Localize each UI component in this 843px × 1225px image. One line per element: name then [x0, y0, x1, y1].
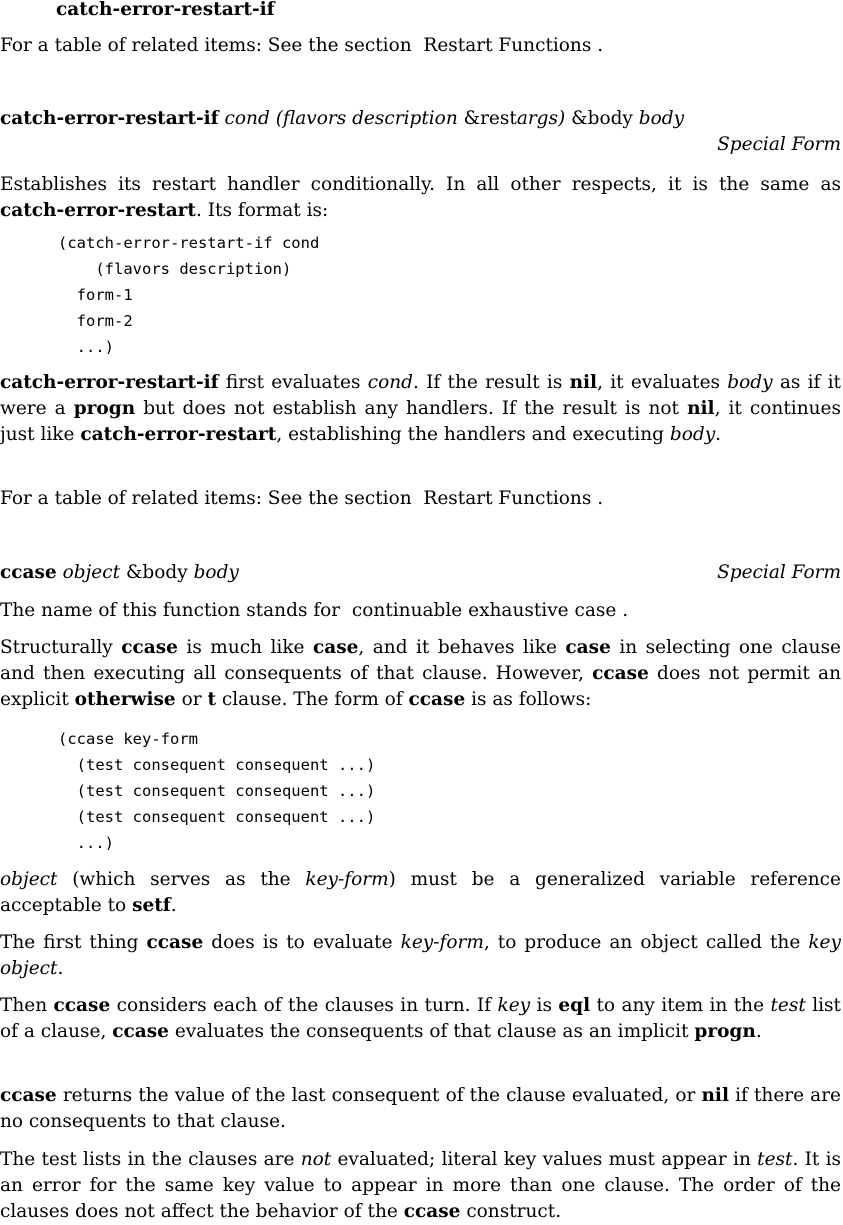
entry1-arg-args: args) — [516, 108, 566, 129]
code-line: (catch-error-restart-if cond — [58, 234, 320, 252]
entry2-name-meaning: The name of this function stands for continuable exhaustive case . — [0, 600, 629, 621]
entry2-returns-paragraph: ccase returns the value of the last consequent of the clause evaluated, or nil if there are no consequents to that clause. — [0, 1085, 841, 1132]
entry2-arg-object: object — [62, 562, 121, 583]
entry2-code-block — [58, 726, 818, 856]
code-line: (ccase key-form — [58, 730, 198, 748]
entry2-signature — [0, 560, 841, 586]
code-line: ...) — [58, 338, 114, 356]
see-also-2: For a table of related items: See the section Restart Functions . — [0, 488, 604, 509]
entry2-structure-paragraph: Structurally ccase is much like case, and it behaves like case in selecting one clause and then executing all consequents of that clause. However, ccase does not permit an explicit otherwise or t clause. The form of ccase is as follows: — [0, 637, 842, 710]
top-heading: catch-error-restart-if — [56, 0, 275, 20]
see-also-1-link[interactable]: Restart Functions — [423, 35, 592, 56]
entry1-arg-list: (flavors description — [275, 108, 458, 129]
code-line: (flavors description) — [58, 260, 292, 278]
code-line: form-1 — [58, 286, 133, 304]
code-line: form-2 — [58, 312, 133, 330]
code-line: (test consequent consequent ...) — [58, 756, 376, 774]
code-line: (test consequent consequent ...) — [58, 808, 376, 826]
entry1-paragraph: catch-error-restart-if first evaluates cond. If the result is nil, it evaluates body as if it were a progn but does not establish any handlers. If the result is not nil, it continues just like catch-error-restart, establishing the handlers and executing body. — [0, 372, 841, 445]
entry1-code-block — [58, 230, 818, 360]
entry1-signature — [0, 106, 841, 132]
code-line: (test consequent consequent ...) — [58, 782, 376, 800]
entry1-body-keyword: &body — [571, 108, 633, 129]
see-also-2-link[interactable]: Restart Functions — [423, 488, 592, 509]
code-line: ...) — [58, 834, 114, 852]
entry2-object-paragraph: object (which serves as the key-form) must be a generalized variable reference acceptable to setf. — [0, 869, 841, 916]
see-also-1: For a table of related items: See the section Restart Functions . — [0, 35, 604, 56]
entry2-arg-body: body — [193, 562, 239, 583]
entry1-name: catch-error-restart-if — [0, 108, 219, 129]
entry1-arg-cond: cond — [224, 108, 270, 129]
entry1-description: Establishes its restart handler conditionally. In all other respects, it is the same as catch-error-restart. Its format is: — [0, 174, 841, 221]
entry2-name: ccase — [0, 562, 57, 583]
entry2-body-keyword: &body — [125, 562, 188, 583]
entry2-test-paragraph: The test lists in the clauses are not evaluated; literal key values must appear in test. It is an error for the same key value to appear in more than one clause. The order of the clauses does not affect the behavior of the ccase construct. — [0, 1149, 841, 1222]
entry2-first-paragraph: The first thing ccase does is to evaluate key-form, to produce an object called the key object. — [0, 932, 841, 979]
entry1-kind: Special Form — [717, 134, 841, 155]
entry1-arg-body: body — [638, 108, 685, 129]
entry2-kind: Special Form — [717, 562, 841, 583]
entry2-then-paragraph: Then ccase considers each of the clauses in turn. If key is eql to any item in the test list of a clause, ccase evaluates the consequents of that clause as an implicit progn. — [0, 995, 841, 1042]
entry1-rest-keyword: &rest — [463, 108, 517, 129]
